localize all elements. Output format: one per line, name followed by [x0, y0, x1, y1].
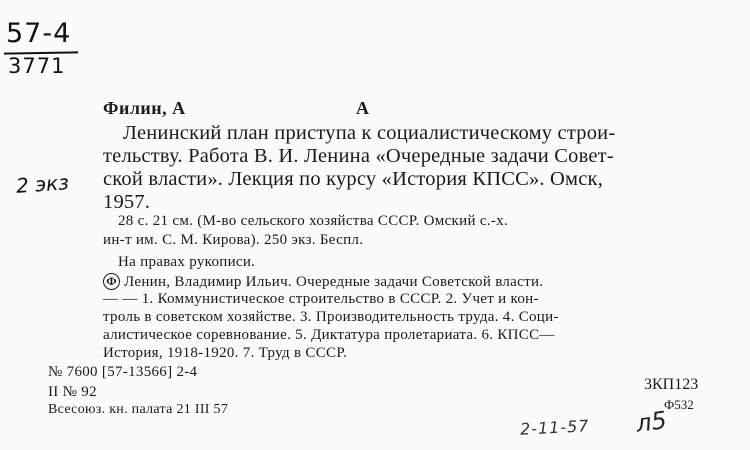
subject-line: История, 1918-1920. 7. Труд в СССР. [103, 345, 348, 361]
copies-handwritten-note: 2 экз [15, 170, 70, 198]
description-line: ин-т им. С. М. Кирова). 250 экз. Беспл. [103, 232, 364, 248]
section-letter: А [356, 98, 369, 118]
description-line: 28 с. 21 см. (М-во сельского хозяйства СССР. Омский с.-х. [118, 213, 508, 229]
subject-line: — — 1. Коммунистическое строительство в СССР. 2. Учет и кон- [103, 291, 539, 307]
title-line: ской власти». Лекция по курсу «История КПСС». Омск, [103, 168, 604, 190]
subject-text: Ленин, Владимир Ильич. Очередные задачи Советской власти. [124, 274, 544, 290]
issue-number: II № 92 [48, 384, 97, 400]
pencil-date-note: 2-11-57 [519, 416, 590, 439]
title-line: тельству. Работа В. И. Ленина «Очередные задачи Совет- [103, 145, 614, 167]
title-line: Ленинский план приступа к социалистическому строи- [123, 122, 616, 144]
shelf-mark-bottom: 3771 [8, 54, 66, 78]
book-chamber-imprint: Всесоюз. кн. палата 21 III 57 [48, 402, 229, 417]
subject-line [103, 273, 543, 291]
title-line: 1957. [103, 191, 151, 213]
author-heading: Филин, А [103, 98, 186, 118]
subject-line: троль в советском хозяйстве. 3. Производительность труда. 4. Соци- [103, 309, 559, 325]
shelf-mark-top: 57-4 [6, 18, 72, 49]
rights-note: На правах рукописи. [118, 254, 256, 270]
circled-f-icon: Ф [103, 273, 120, 290]
registration-number: № 7600 [57-13566] 2-4 [48, 364, 198, 380]
classification-code: 3КП123 [644, 376, 699, 393]
author-mark: Ф532 [664, 397, 694, 412]
pencil-signature: л5 [634, 406, 669, 438]
subject-line: алистическое соревнование. 5. Диктатура пролетариата. 6. КПСС— [103, 327, 555, 343]
